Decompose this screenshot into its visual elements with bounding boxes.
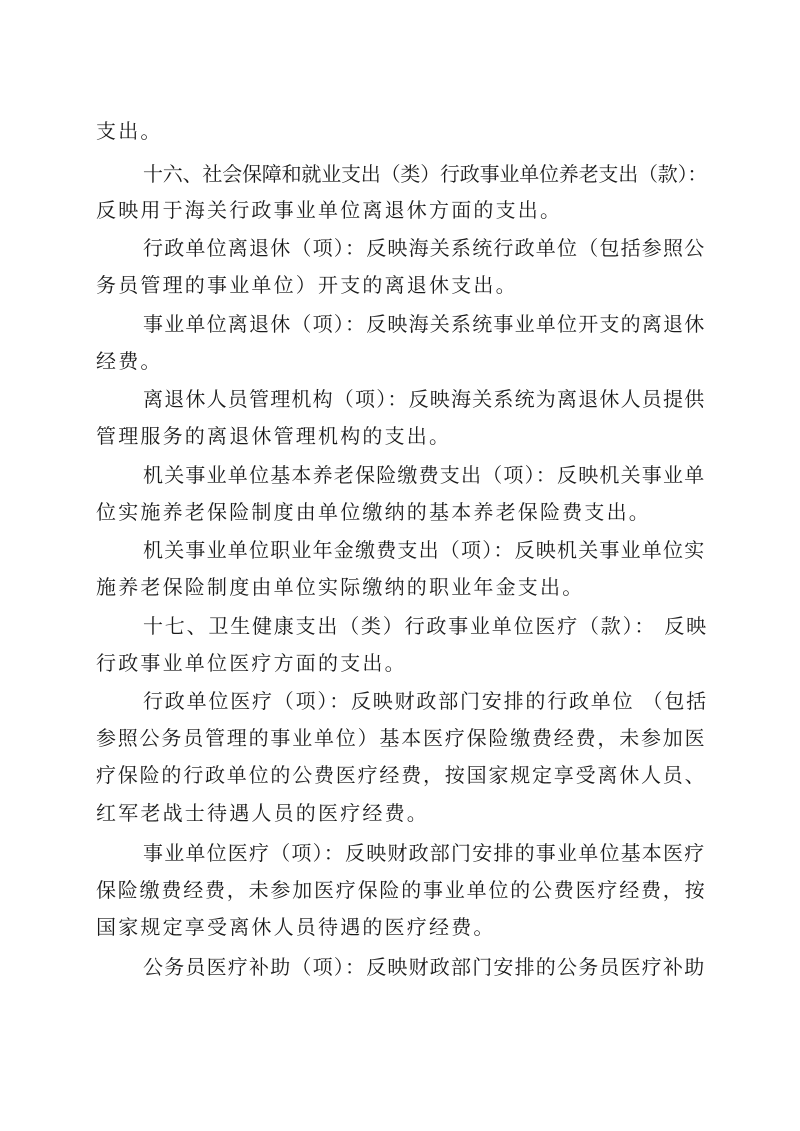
text-line: 施养老保险制度由单位实际缴纳的职业年金支出。 — [96, 575, 585, 599]
text-line: 事业单位医疗（项）：反映财政部门安排的事业单位基本医疗 — [143, 841, 706, 865]
text-line: 支出。 — [96, 119, 163, 143]
text-line: 保险缴费经费，未参加医疗保险的事业单位的公费医疗经费，按 — [96, 878, 707, 902]
text-line: 国家规定享受离休人员待遇的医疗经费。 — [96, 915, 496, 939]
text-line: 反映用于海关行政事业单位离退休方面的支出。 — [96, 198, 563, 222]
text-line: 管理服务的离退休管理机构的支出。 — [96, 424, 452, 448]
text-line: 事业单位离退休（项）：反映海关系统事业单位开支的离退休 — [143, 312, 706, 336]
text-line: 行政单位离退休（项）：反映海关系统行政单位（包括参照公 — [143, 236, 706, 260]
text-line: 位实施养老保险制度由单位缴纳的基本养老保险费支出。 — [96, 500, 651, 524]
text-line: 公务员医疗补助（项）：反映财政部门安排的公务员医疗补助 — [143, 955, 706, 979]
text-line: 行政单位医疗（项）：反映财政部门安排的行政单位 （包括 — [143, 689, 708, 713]
text-line: 机关事业单位职业年金缴费支出（项）：反映机关事业单位实 — [143, 538, 706, 562]
text-line: 行政事业单位医疗方面的支出。 — [96, 651, 407, 675]
text-line: 务员管理的事业单位）开支的离退休支出。 — [96, 273, 518, 297]
text-line: 十六、社会保障和就业支出（类）行政事业单位养老支出（款）： — [143, 162, 708, 186]
text-line: 经费。 — [96, 349, 163, 373]
text-line: 十七、卫生健康支出（类）行政事业单位医疗（款）： 反映 — [143, 614, 708, 638]
text-line: 参照公务员管理的事业单位）基本医疗保险缴费经费，未参加医 — [96, 726, 707, 750]
text-line: 疗保险的行政单位的公费医疗经费，按国家规定享受离休人员、 — [96, 763, 707, 787]
text-line: 红军老战士待遇人员的医疗经费。 — [96, 801, 429, 825]
text-line: 离退休人员管理机构（项）：反映海关系统为离退休人员提供 — [143, 387, 706, 411]
text-line: 机关事业单位基本养老保险缴费支出（项）：反映机关事业单 — [143, 463, 706, 487]
